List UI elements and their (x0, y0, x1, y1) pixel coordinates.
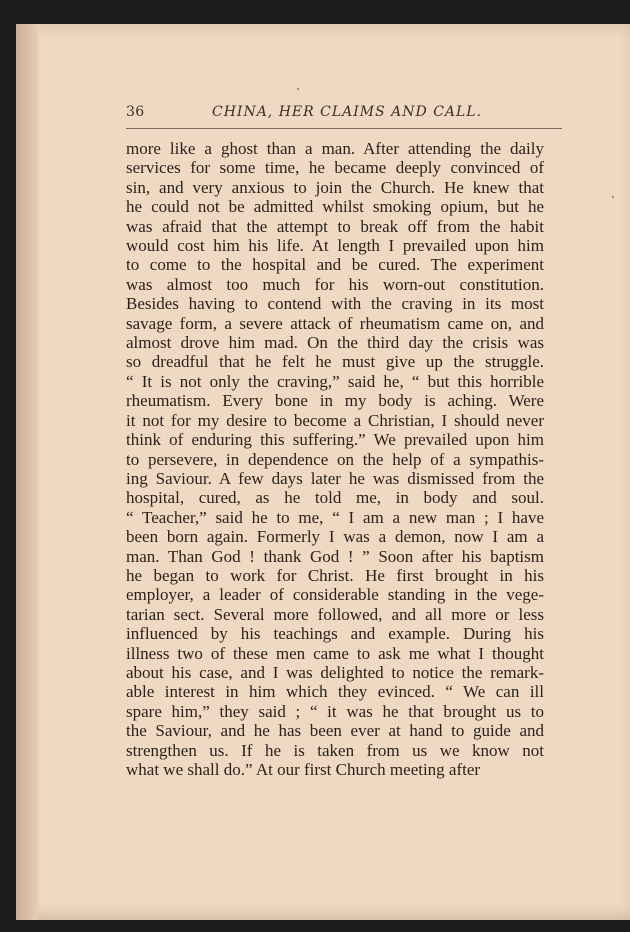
text-line: “ Teacher,” said he to me, “ I am a new man ; I have (126, 507, 544, 527)
page-gutter (16, 24, 38, 920)
text-line: about his case, and I was delighted to notice the remark- (126, 662, 544, 682)
text-line: Besides having to contend with the craving in its most (126, 294, 544, 314)
text-line: rheumatism. Every bone in my body is aching. Were (126, 391, 544, 411)
text-line: think of enduring this suffering.” We prevailed upon him (126, 430, 544, 450)
text-line: ing Saviour. A few days later he was dismissed from the (126, 468, 544, 488)
paper-speck (297, 88, 299, 90)
text-line: to persevere, in dependence on the help of a sympathis- (126, 449, 544, 469)
text-line: tarian sect. Several more followed, and all more or less (126, 604, 544, 624)
text-line: been born again. Formerly I was a demon, now I am a (126, 527, 544, 547)
text-line: it not for my desire to become a Christian, I should never (126, 410, 544, 430)
text-line: sin, and very anxious to join the Church. He knew that (126, 177, 544, 197)
text-line: he began to work for Christ. He first brought in his (126, 565, 544, 585)
text-line: the Saviour, and he has been ever at hand to guide and (126, 721, 544, 741)
text-line: was almost too much for his worn-out constitution. (126, 274, 544, 294)
text-line: almost drove him mad. On the third day the crisis was (126, 333, 544, 353)
text-line: influenced by his teachings and example. During his (126, 624, 544, 644)
text-line: able interest in him which they evinced. “ We can ill (126, 682, 544, 702)
text-line: spare him,” they said ; “ it was he that brought us to (126, 701, 544, 721)
text-line: “ It is not only the craving,” said he, “ but this horrible (126, 371, 544, 391)
paper-speck (612, 196, 614, 198)
text-line: employer, a leader of considerable standing in the vege- (126, 585, 544, 605)
text-line: to come to the hospital and be cured. The experiment (126, 255, 544, 275)
text-line: illness two of these men came to ask me what I thought (126, 643, 544, 663)
text-line: would cost him his life. At length I prevailed upon him (126, 236, 544, 256)
text-line: services for some time, he became deeply convinced of (126, 158, 544, 178)
text-line: he could not be admitted whilst smoking opium, but he (126, 197, 544, 217)
text-line: was afraid that the attempt to break off from the habit (126, 216, 544, 236)
text-line: man. Than God ! thank God ! ” Soon after his baptism (126, 546, 544, 566)
page-number: 36 (126, 104, 145, 120)
text-line: more like a ghost than a man. After attending the daily (126, 139, 544, 158)
text-line: so dreadful that he felt he must give up the struggle. (126, 352, 544, 372)
body-text (126, 139, 544, 779)
text-line: what we shall do.” At our first Church meeting after (126, 760, 481, 779)
header-rule (126, 128, 562, 129)
text-line: strengthen us. If he is taken from us we know not (126, 740, 544, 760)
text-line: savage form, a severe attack of rheumatism came on, and (126, 313, 544, 333)
running-title: CHINA, HER CLAIMS AND CALL. (212, 104, 483, 120)
text-line: hospital, cured, as he told me, in body and soul. (126, 488, 544, 508)
